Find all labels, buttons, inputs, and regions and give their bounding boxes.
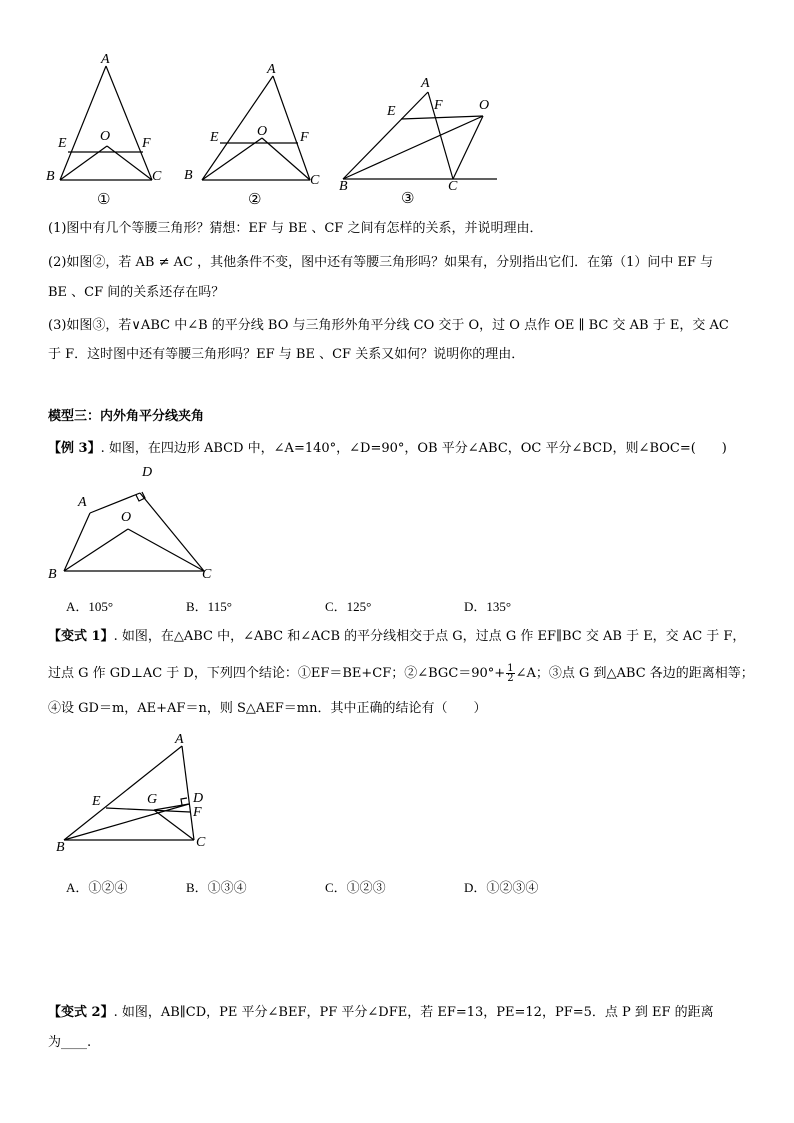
figure-2 [180,60,330,210]
question-3-line-1: (3)如图③，若∨ABC 中∠B 的平分线 BO 与三角形外角平分线 CO 交于 O，过 O 点作 OE ∥ BC 交 AB 于 E，交 AC [48,318,729,333]
label-F: F [434,98,443,113]
label-D: D [142,465,153,480]
figure-3 [335,72,505,207]
label-E: E [58,136,67,151]
variant-2-line-2: 为____. [48,1035,92,1050]
question-3-line-2: 于 F．这时图中还有等腰三角形吗？EF 与 BE 、CF 关系又如何？说明你的理由． [48,347,525,362]
variant-1-line-3: ④设 GD＝m，AE+AF＝n，则 S△AEF＝mn．其中正确的结论有（ ） [48,701,487,716]
label-C: C [152,169,162,184]
variant-1-tag: 【变式 1】 [48,629,114,644]
option-A[interactable]: A．105° [66,599,114,614]
figure-1-caption: ① [97,190,111,208]
label-B: B [56,840,65,855]
figure-2-caption: ② [248,190,262,208]
label-O: O [257,124,268,139]
example-3-body: . 如图，在四边形 ABCD 中，∠A=140°，∠D=90°，OB 平分∠ABC，OC 平分∠BCD，则∠BOC=( ) [100,441,727,456]
variant-1-line-2 [48,664,754,683]
variant-2-tag: 【变式 2】 [48,1005,114,1020]
example-3-text [48,440,727,458]
variant-2-body: . 如图，AB∥CD，PE 平分∠BEF，PF 平分∠DFE，若 EF=13，PE=12，PF=5．点 P 到 EF 的距离 [113,1005,714,1020]
variant-1-line-2a: 过点 G 作 GD⊥AC 于 D，下列四个结论：①EF＝BE+CF；②∠BGC＝90°+ [48,666,506,681]
label-O: O [100,129,111,144]
label-F: F [142,136,151,151]
variant-1-figure [52,732,222,862]
option-B[interactable]: B．①③④ [186,880,247,895]
quadrilateral-drawing [44,463,224,588]
variant-1-body: . 如图，在△ABC 中，∠ABC 和∠ACB 的平分线相交于点 G，过点 G 作 EF∥BC 交 AB 于 E，交 AC 于 F， [113,629,746,644]
label-F: F [193,805,202,820]
question-1: (1)图中有几个等腰三角形？猜想：EF 与 BE 、CF 之间有怎样的关系，并说明理由． [48,221,543,236]
label-A: A [175,732,184,747]
section-title: 模型三：内外角平分线夹角 [48,409,205,424]
option-C[interactable]: C．125° [325,599,372,614]
label-E: E [92,794,101,809]
label-B: B [48,567,57,582]
variant-1-line-1 [48,628,745,646]
label-A: A [101,52,110,67]
label-C: C [310,173,320,188]
label-E: E [210,130,219,145]
option-A[interactable]: A．①②④ [66,880,128,895]
example-3-figure [44,463,224,588]
variant-1-line-2b: ∠A；③点 G 到△ABC 各边的距离相等； [515,666,754,681]
label-O: O [479,98,490,113]
figure-3-caption: ③ [401,189,415,207]
figure-1 [40,52,180,212]
label-O: O [121,510,132,525]
label-B: B [339,179,348,194]
fraction-one-half [506,664,514,683]
label-A: A [267,62,276,77]
variant-2-line-1 [48,1004,714,1022]
option-D[interactable]: D．①②③④ [464,880,539,895]
figure-3-drawing [335,72,505,202]
fraction-denominator: 2 [507,673,514,684]
label-G: G [147,792,158,807]
label-D: D [193,791,204,806]
label-F: F [300,130,309,145]
question-2-line-1: (2)如图②，若 AB ≠ AC ，其他条件不变，图中还有等腰三角形吗？如果有，分别指出它们．在第（1）问中 EF 与 [48,255,714,270]
label-C: C [448,179,458,194]
option-D[interactable]: D．135° [464,599,512,614]
question-2-line-2: BE 、CF 间的关系还存在吗？ [48,285,225,300]
label-A: A [78,495,87,510]
example-3-tag: 【例 3】 [48,441,101,456]
label-A: A [421,76,430,91]
label-B: B [184,168,193,183]
fraction-numerator: 1 [507,663,514,674]
option-C[interactable]: C．①②③ [325,880,386,895]
label-C: C [202,567,212,582]
label-E: E [387,104,396,119]
option-B[interactable]: B．115° [186,599,232,614]
label-C: C [196,835,206,850]
label-B: B [46,169,55,184]
